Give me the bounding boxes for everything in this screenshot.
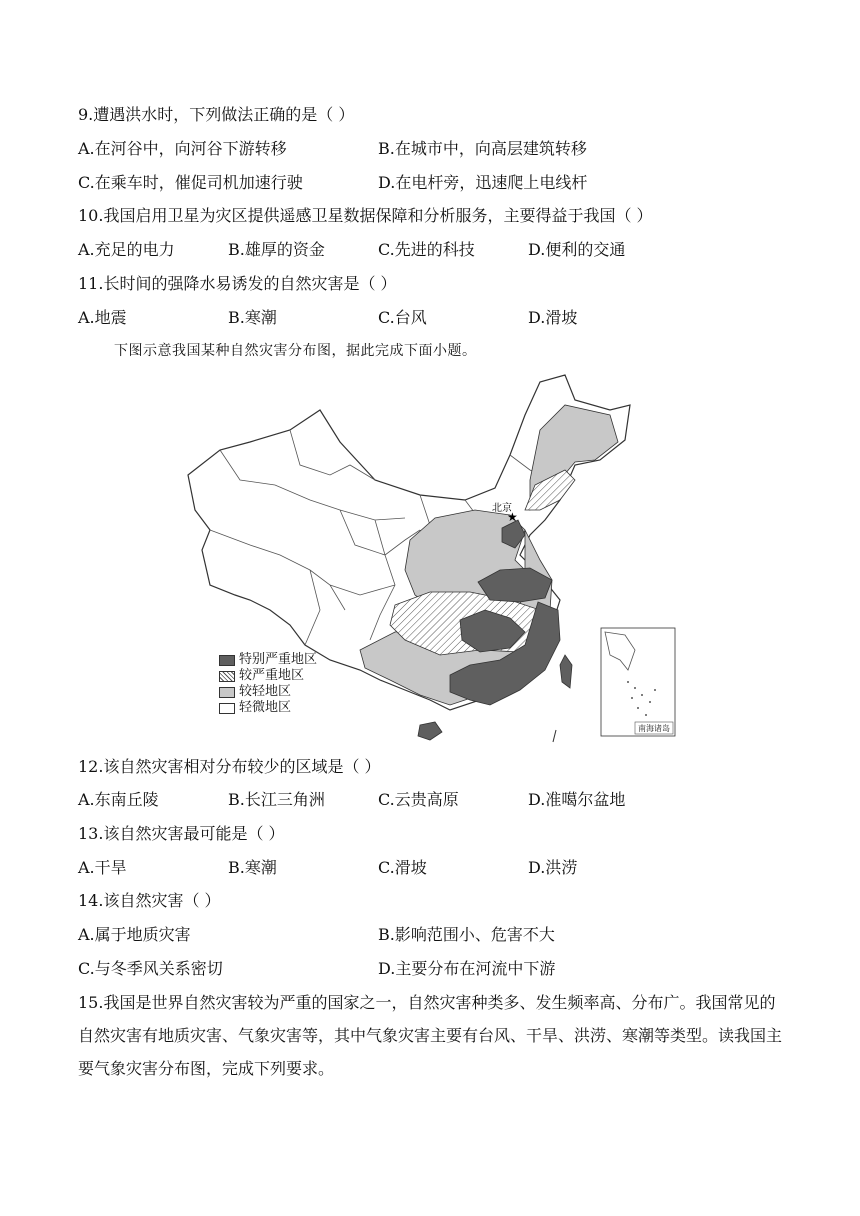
legend-label-slight: 轻微地区 <box>239 700 292 715</box>
q13-option-b: B.寒潮 <box>228 858 277 877</box>
question-12-stem: 12.该自然灾害相对分布较少的区域是（ ） <box>78 757 381 776</box>
q13-option-c: C.滑坡 <box>378 858 427 877</box>
legend-label-severe: 特别严重地区 <box>239 652 318 667</box>
q13-option-d: D.洪涝 <box>528 858 578 877</box>
q10-option-b: B.雄厚的资金 <box>228 240 325 259</box>
q11-option-a: A.地震 <box>78 308 127 327</box>
question-14-stem: 14.该自然灾害（ ） <box>78 891 221 910</box>
q9-option-a: A.在河谷中，向河谷下游转移 <box>78 139 287 158</box>
question-13-stem: 13.该自然灾害最可能是（ ） <box>78 824 285 843</box>
legend-label-moderate: 较严重地区 <box>239 668 305 683</box>
beijing-label: 北京 <box>492 503 512 514</box>
q11-option-c: C.台风 <box>378 308 427 327</box>
q14-option-c: C.与冬季风关系密切 <box>78 959 223 978</box>
question-11-stem: 11.长时间的强降水易诱发的自然灾害是（ ） <box>78 274 397 293</box>
legend-row-slight <box>219 700 317 716</box>
q11-option-b: B.寒潮 <box>228 308 277 327</box>
q14-option-a: A.属于地质灾害 <box>78 925 191 944</box>
legend-swatch-severe <box>219 655 235 666</box>
q12-option-c: C.云贵高原 <box>378 790 459 809</box>
q12-option-d: D.准噶尔盆地 <box>528 790 626 809</box>
q14-option-b: B.影响范围小、危害不大 <box>378 925 555 944</box>
legend-label-light: 较轻地区 <box>239 684 292 699</box>
map-intro: 下图示意我国某种自然灾害分布图，据此完成下面小题。 <box>114 343 477 359</box>
legend-swatch-slight <box>219 703 235 714</box>
q12-option-a: A.东南丘陵 <box>78 790 159 809</box>
legend-swatch-light <box>219 687 235 698</box>
question-9-stem: 9.遭遇洪水时，下列做法正确的是（ ） <box>78 105 355 124</box>
q14-option-d: D.主要分布在河流中下游 <box>378 959 556 978</box>
south-sea-inset <box>601 628 675 736</box>
q9-option-b: B.在城市中，向高层建筑转移 <box>378 139 587 158</box>
q9-option-d: D.在电杆旁，迅速爬上电线杆 <box>378 173 588 192</box>
q12-option-b: B.长江三角洲 <box>228 790 325 809</box>
map-legend <box>219 652 317 716</box>
legend-row-moderate <box>219 668 317 684</box>
q10-option-d: D.便利的交通 <box>528 240 626 259</box>
legend-row-light <box>219 684 317 700</box>
legend-row-severe <box>219 652 317 668</box>
question-15-text: 15.我国是世界自然灾害较为严重的国家之一，自然灾害种类多、发生频率高、分布广。我国常见的自然灾害有地质灾害、气象灾害等，其中气象灾害主要有台风、干旱、洪涝、寒潮等类型。读我国主要气象灾害分布图，完成下列要求。 <box>78 993 783 1078</box>
q13-option-a: A.干旱 <box>78 858 127 877</box>
q9-option-c: C.在乘车时，催促司机加速行驶 <box>78 173 303 192</box>
beijing-star: ★ <box>507 510 518 524</box>
severe-region-taiwan <box>560 655 572 688</box>
q10-option-a: A.充足的电力 <box>78 240 175 259</box>
q10-option-c: C.先进的科技 <box>378 240 475 259</box>
question-10-stem: 10.我国启用卫星为灾区提供遥感卫星数据保障和分析服务，主要得益于我国（ ） <box>78 206 653 225</box>
legend-swatch-moderate <box>219 671 235 682</box>
q11-option-d: D.滑坡 <box>528 308 578 327</box>
inset-label: 南海诸岛 <box>638 724 670 733</box>
severe-region-hainan <box>418 722 442 740</box>
